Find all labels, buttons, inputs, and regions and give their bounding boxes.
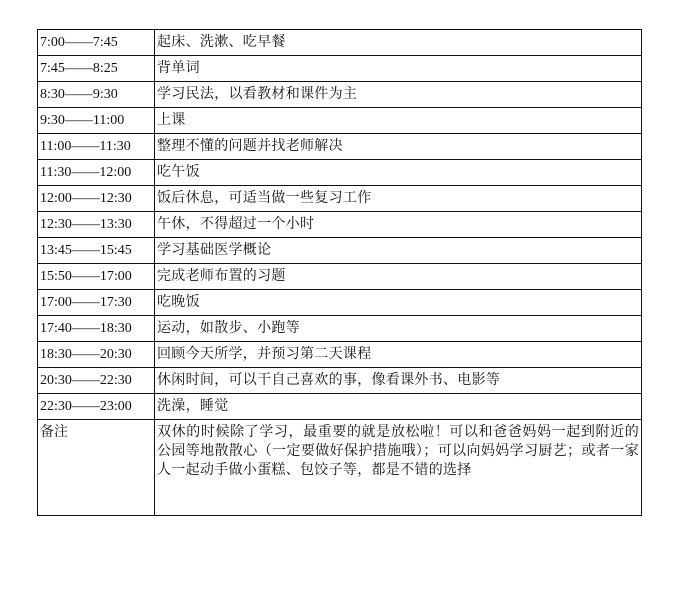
- schedule-row: [38, 316, 642, 342]
- time-cell: 12:30——13:30: [38, 212, 155, 238]
- activity-cell: 回顾今天所学，并预习第二天课程: [155, 342, 642, 368]
- activity-cell: 学习民法，以看教材和课件为主: [155, 82, 642, 108]
- time-cell: 13:45——15:45: [38, 238, 155, 264]
- activity-cell: 吃晚饭: [155, 290, 642, 316]
- schedule-row: [38, 82, 642, 108]
- activity-cell: 休闲时间，可以干自己喜欢的事，像看课外书、电影等: [155, 368, 642, 394]
- schedule-row: [38, 30, 642, 56]
- schedule-row: [38, 290, 642, 316]
- schedule-row: [38, 394, 642, 420]
- time-cell: 17:40——18:30: [38, 316, 155, 342]
- time-cell: 20:30——22:30: [38, 368, 155, 394]
- schedule-row: [38, 56, 642, 82]
- activity-cell: 吃午饭: [155, 160, 642, 186]
- time-cell: 11:00——11:30: [38, 134, 155, 160]
- schedule-row: [38, 342, 642, 368]
- time-cell: 18:30——20:30: [38, 342, 155, 368]
- activity-cell: 运动，如散步、小跑等: [155, 316, 642, 342]
- schedule-row: [38, 160, 642, 186]
- note-text: 双休的时候除了学习，最重要的就是放松啦！可以和爸爸妈妈一起到附近的公园等地散散心（一定要做好保护措施哦）；可以向妈妈学习厨艺；或者一家人一起动手做小蛋糕、包饺子等，都是不错的选择: [155, 420, 642, 516]
- note-label: 备注: [38, 420, 155, 516]
- activity-cell: 起床、洗漱、吃早餐: [155, 30, 642, 56]
- time-cell: 7:00——7:45: [38, 30, 155, 56]
- schedule-row: [38, 108, 642, 134]
- activity-cell: 学习基础医学概论: [155, 238, 642, 264]
- schedule-row: [38, 264, 642, 290]
- time-cell: 7:45——8:25: [38, 56, 155, 82]
- time-cell: 12:00——12:30: [38, 186, 155, 212]
- time-cell: 15:50——17:00: [38, 264, 155, 290]
- time-cell: 11:30——12:00: [38, 160, 155, 186]
- activity-cell: 完成老师布置的习题: [155, 264, 642, 290]
- note-row: [38, 420, 642, 516]
- schedule-row: [38, 368, 642, 394]
- time-cell: 22:30——23:00: [38, 394, 155, 420]
- activity-cell: 背单词: [155, 56, 642, 82]
- activity-cell: 上课: [155, 108, 642, 134]
- schedule-row: [38, 186, 642, 212]
- time-cell: 8:30——9:30: [38, 82, 155, 108]
- time-cell: 9:30——11:00: [38, 108, 155, 134]
- activity-cell: 整理不懂的问题并找老师解决: [155, 134, 642, 160]
- activity-cell: 午休，不得超过一个小时: [155, 212, 642, 238]
- time-cell: 17:00——17:30: [38, 290, 155, 316]
- schedule-row: [38, 238, 642, 264]
- schedule-table: [37, 29, 642, 516]
- schedule-row: [38, 134, 642, 160]
- schedule-row: [38, 212, 642, 238]
- activity-cell: 洗澡，睡觉: [155, 394, 642, 420]
- activity-cell: 饭后休息，可适当做一些复习工作: [155, 186, 642, 212]
